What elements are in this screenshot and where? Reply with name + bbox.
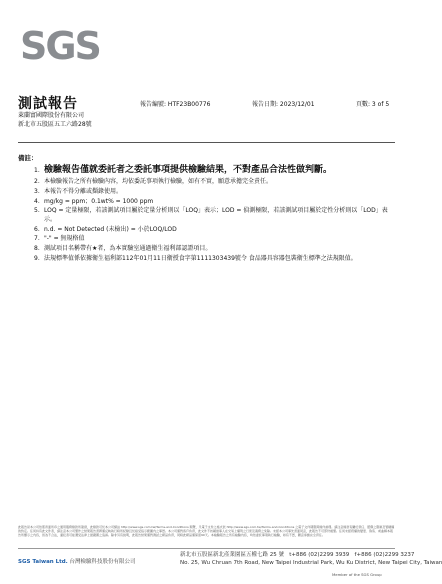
report-title: 測試報告 — [18, 96, 78, 112]
remark-text: LOQ = 定量極限，若該測試項目屬於定量分析則以「LOQ」表示；LOD = 偵測極限，若該測試項目屬於定性分析則以「LOD」表示。 — [44, 207, 388, 223]
remark-text: "-" = 無規格值 — [44, 235, 85, 243]
report-number: 報告編號: HTF23B00776 — [140, 101, 211, 108]
remark-item — [34, 255, 394, 263]
client-info — [18, 112, 92, 129]
remark-item — [34, 198, 394, 206]
sgs-logo — [20, 26, 106, 66]
remark-number: 2. — [34, 178, 40, 185]
remark-number: 4. — [34, 197, 40, 205]
remark-item — [34, 235, 394, 243]
footer-tel: t+886 (02)2299 3939 — [289, 552, 350, 558]
remark-item — [34, 165, 394, 176]
footer-address-line-1 — [180, 551, 442, 559]
client-name: 萊蘭富國際股份有限公司 — [18, 112, 85, 119]
remark-number: 6. — [34, 225, 40, 233]
remark-item — [34, 207, 394, 224]
footer-address-block — [180, 551, 442, 567]
remark-number: 1. — [34, 167, 40, 174]
remark-number: 5. — [34, 207, 40, 215]
footer-company-en: SGS Taiwan Ltd. — [18, 559, 68, 565]
footer-address-zh: 新北市五股區新北產業園區五權七路 25 號 — [180, 552, 284, 558]
sgs-group-member: Member of the SGS Group — [332, 572, 382, 577]
remark-text: 法規標準值係依據衛生福利部112年01月11日衛授食字第1111303439號令 食品器具容器包裝衛生標準之法規限值。 — [44, 254, 357, 262]
remark-number: 7. — [34, 235, 40, 243]
remark-item — [34, 226, 394, 234]
sgs-logo-text: SGS — [20, 24, 100, 68]
remark-text: 本報告不得分離或擷錄使用。 — [44, 187, 123, 195]
remark-number: 3. — [34, 187, 40, 195]
remark-number: 9. — [34, 254, 40, 262]
remark-text: 檢驗報告僅就委託者之委託事項提供檢驗結果，不對產品合法性做判斷。 — [44, 165, 333, 175]
footer-company — [18, 557, 136, 565]
report-date: 報告日期: 2023/12/01 — [252, 101, 315, 108]
remark-text: 測試項目名稱帶有★者，為本實驗室通過衛生福利部認證項目。 — [44, 245, 212, 253]
remark-text: 本檢驗報告之所有檢驗內容，均依委託事項執行檢驗，如有不實，願意承擔完全責任。 — [44, 178, 273, 185]
remark-number: 8. — [34, 245, 40, 253]
page-number: 頁數: 3 of 5 — [356, 101, 390, 108]
remark-item — [34, 245, 394, 253]
remark-text: mg/kg = ppm；0.1wt% = 1000 ppm — [44, 197, 154, 205]
remark-item — [34, 188, 394, 196]
remark-item — [34, 178, 394, 186]
footer-fax: f+886 (02)2299 3237 — [354, 552, 415, 558]
remarks-label: 備註： — [18, 154, 38, 162]
remark-text: n.d. = Not Detected (未檢出) = 小於LOQ/LOD — [44, 225, 177, 233]
footer-address-en: No. 25, Wu Chruan 7th Road, New Taipei Industrial Park, Wu Ku District, New Taipei City, Taiwan — [180, 560, 442, 566]
legal-disclaimer: 此報告是本公司依照背面所印之通用服務條款所簽發，此條款可於本公司網站 http://www.sgs.com.tw/Terms-and-Conditions 閱覽，凡電子文件之格式依 http://www.sgs.com.tw/Terms-and-Conditions 之電子文件期限與條件處理。請注意條款有關於責任、賠償之限制及管轄權的約定。任何持有此文件者，請注意本公司製作之結果報告書將僅反映執行時所紀錄且於接受指示範圍內之事實。本公司僅對客戶負責，此文件不妨礙當事人在交易上權利之行使及義務之免除。未經本公司事先書面同意，此報告不可部份複製。任何未經授權的變更、偽造、或曲解本報告所顯示之內容，皆為不合法，違犯者可能遭受法律上最嚴厲之追訴。除非另有說明，此報告結果僅對測試之樣品負責，同時此樣品僅保留90天。本檢驗報告之所有檢驗內容，均依委託事項執行檢驗，如有不實，願意承擔完全責任。 — [18, 525, 395, 538]
client-address: 新北市五股區五工六路28號 — [18, 120, 92, 128]
footer-company-zh: 台灣檢驗科技股份有限公司 — [69, 559, 136, 565]
footer-divider — [18, 548, 395, 549]
header-divider — [18, 142, 395, 143]
remarks-list — [34, 165, 394, 265]
